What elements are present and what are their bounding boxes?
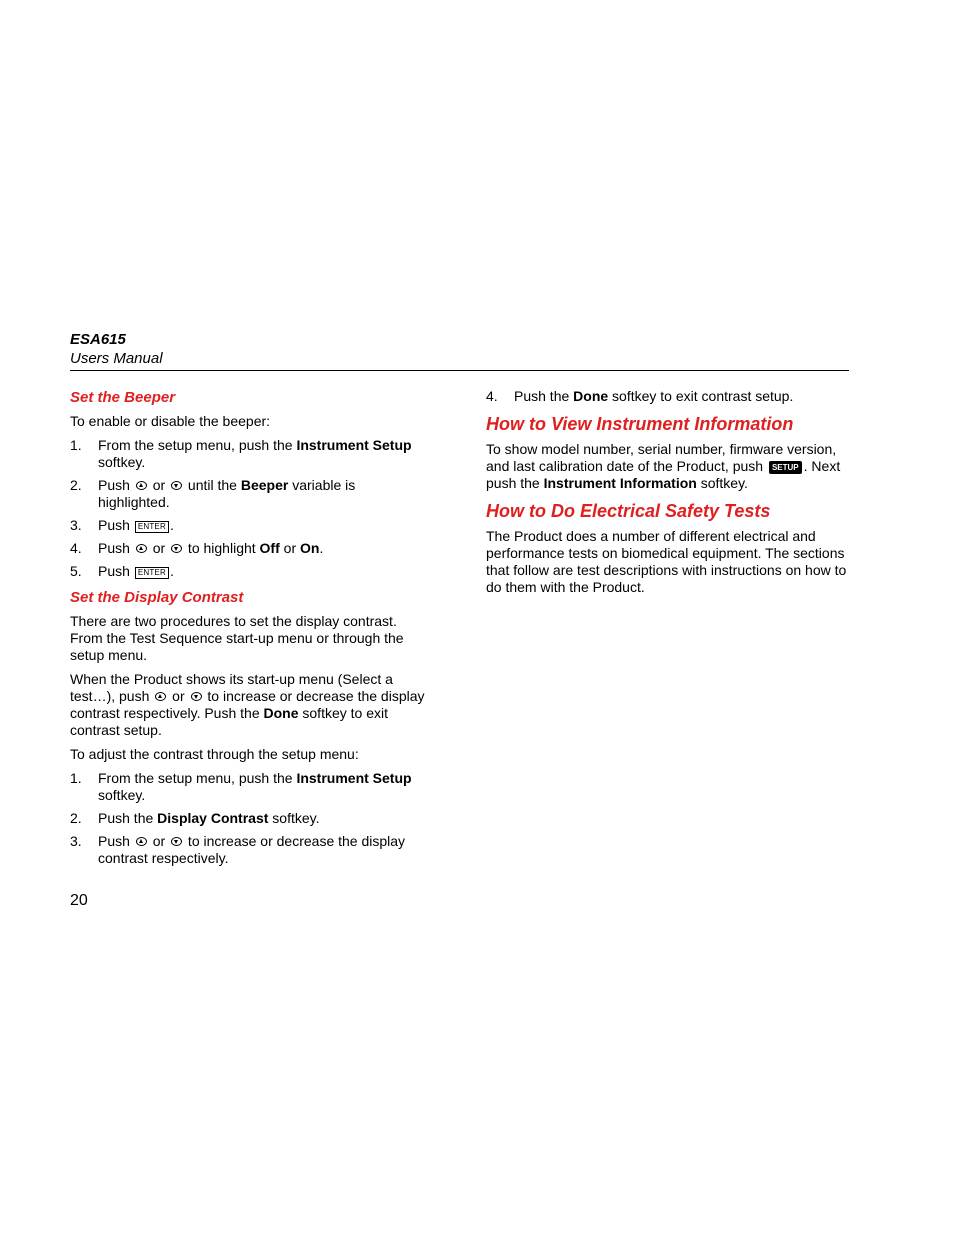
heading-electrical-safety-tests: How to Do Electrical Safety Tests [486,501,771,521]
document-subtitle: Users Manual [70,350,163,367]
beeper-intro: To enable or disable the beeper: [70,413,271,429]
enter-key-icon: ENTER [135,567,169,579]
up-arrow-icon [155,692,166,701]
left-column [70,388,430,873]
down-arrow-icon [191,692,202,701]
page-header [70,330,849,368]
contrast-step-4: 4. Push the Done softkey to exit contrast setup. [486,388,794,404]
setup-key-icon: SETUP [769,461,802,474]
beeper-step-3: 3. Push ENTER . [70,517,174,533]
up-arrow-icon [136,837,147,846]
document-title: ESA615 [70,331,126,348]
beeper-step-5: 5. Push ENTER . [70,563,174,579]
contrast-paragraph-1: There are two procedures to set the display contrast. From the Test Sequence start-up menu or through the setup menu. [70,613,404,663]
contrast-step-3: 3. Push or to increase or decrease the display contrast respectively. [70,833,406,866]
enter-key-icon: ENTER [135,521,169,533]
up-arrow-icon [136,544,147,553]
heading-set-display-contrast: Set the Display Contrast [70,589,244,606]
beeper-step-2: 2. Push or until the Beeper variable is highlighted. [70,477,356,510]
heading-view-instrument-information: How to View Instrument Information [486,414,794,434]
contrast-paragraph-3: To adjust the contrast through the setup menu: [70,746,359,762]
header-rule [70,370,849,371]
heading-set-beeper: Set the Beeper [70,389,176,406]
beeper-step-4: 4. Push or to highlight Off or On. [70,540,324,556]
contrast-paragraph-2: When the Product shows its start-up menu (Select a test…), push or to increase or decrease the display contrast respectively. Push the Done softkey to exit contrast setup. [70,671,425,738]
down-arrow-icon [171,481,182,490]
page-number: 20 [70,892,88,909]
contrast-step-2: 2. Push the Display Contrast softkey. [70,810,320,826]
beeper-step-1: 1. From the setup menu, push the Instrument Setup softkey. [70,437,412,470]
up-arrow-icon [136,481,147,490]
electrical-safety-paragraph: The Product does a number of different electrical and performance tests on biomedical equipment. The sections that follow are test descriptions with instructions on how to do them with the Product. [486,528,847,595]
instrument-information-paragraph: To show model number, serial number, firmware version, and last calibration date of the Product, push SETUP . Next push the Instrument Information softkey. [486,441,841,491]
right-column [486,388,851,603]
down-arrow-icon [171,544,182,553]
down-arrow-icon [171,837,182,846]
contrast-step-1: 1. From the setup menu, push the Instrument Setup softkey. [70,770,412,803]
